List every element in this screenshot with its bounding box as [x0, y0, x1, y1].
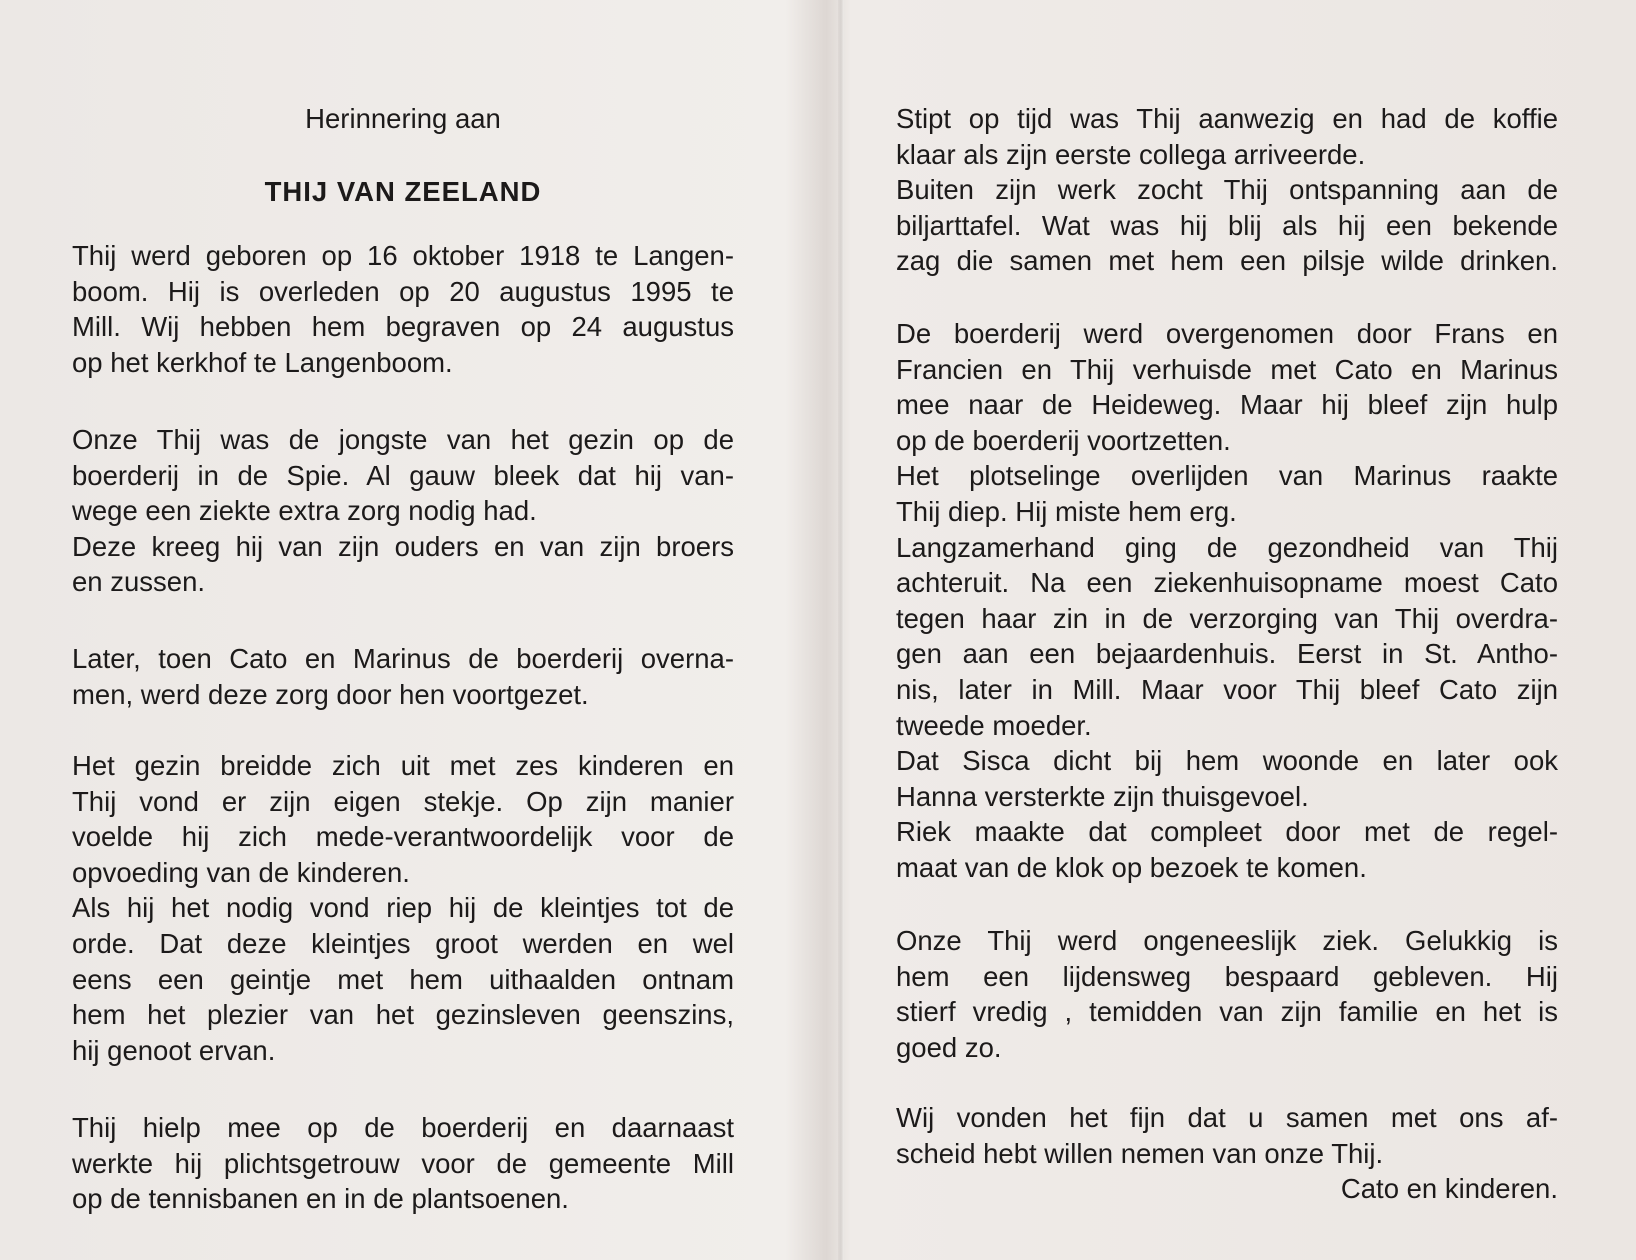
paragraph-later-life: [896, 316, 1558, 886]
text-line: stierf vredig , temidden van zijn familie en het is: [896, 996, 1558, 1028]
text-line: biljarttafel. Wat was hij blij als hij een bekende: [896, 209, 1558, 241]
text-line: tweede moeder.: [896, 709, 1092, 741]
text-line: opvoeding van de kinderen.: [72, 856, 410, 888]
text-line: Mill. Wij hebben hem begraven op 24 augustus: [72, 311, 734, 343]
paragraph-coffee: [896, 101, 1558, 279]
text-line: Als hij het nodig vond riep hij de kleintjes tot de: [72, 892, 734, 924]
text-line: en zussen.: [72, 566, 206, 598]
text-line: eens een geintje met hem uithaalden ontnam: [72, 963, 734, 995]
text-line: wege een ziekte extra zorg nodig had.: [72, 495, 537, 527]
text-line: zag die samen met hem een pilsje wilde drinken.: [896, 245, 1558, 277]
card-fold: [838, 0, 844, 1260]
text-line: Hanna versterkte zijn thuisgevoel.: [896, 780, 1309, 812]
paragraph-birth-death: [72, 238, 734, 380]
text-line: boom. Hij is overleden op 20 augustus 1995 te: [72, 275, 734, 307]
text-line: voelde hij zich mede-verantwoordelijk voor de: [72, 821, 734, 853]
text-line: Deze kreeg hij van zijn ouders en van zijn broers: [72, 530, 734, 562]
text-line: maat van de klok op bezoek te komen.: [896, 851, 1367, 883]
paragraph-care: [72, 641, 734, 712]
text-line: boerderij in de Spie. Al gauw bleek dat hij van-: [72, 459, 734, 491]
text-line: Buiten zijn werk zocht Thij ontspanning aan de: [896, 174, 1558, 206]
text-line: Wij vonden het fijn dat u samen met ons af-: [896, 1102, 1558, 1133]
text-line: nis, later in Mill. Maar voor Thij bleef Cato zijn: [896, 673, 1558, 705]
paragraph-thanks: [896, 1100, 1558, 1207]
text-line: Riek maakte dat compleet door met de regel-: [896, 816, 1558, 848]
text-line: hem het plezier van het gezinsleven geenszins,: [72, 999, 734, 1031]
text-line: gen aan een bejaardenhuis. Eerst in St. Antho-: [896, 638, 1558, 670]
text-line: Het plotselinge overlijden van Marinus raakte: [896, 460, 1558, 492]
text-line: mee naar de Heideweg. Maar hij bleef zijn hulp: [896, 389, 1558, 421]
text-line: goed zo.: [896, 1031, 1002, 1063]
paragraph-work: [72, 1110, 734, 1217]
text-line: op de boerderij voortzetten.: [896, 424, 1231, 456]
text-line: Thij vond er zijn eigen stekje. Op zijn manier: [72, 785, 734, 817]
text-line: Onze Thij was de jongste van het gezin op de: [72, 424, 734, 455]
text-line: klaar als zijn eerste collega arriveerde.: [896, 138, 1366, 170]
text-line: Later, toen Cato en Marinus de boerderij overna-: [72, 643, 734, 674]
text-line: werkte hij plichtsgetrouw voor de gemeente Mill: [72, 1147, 734, 1179]
text-line: tegen haar zin in de verzorging van Thij overdra-: [896, 602, 1558, 634]
paragraph-childhood: [72, 422, 734, 600]
deceased-name: THIJ VAN ZEELAND: [264, 176, 542, 207]
text-line: men, werd deze zorg door hen voortgezet.: [72, 678, 589, 710]
signature: Cato en kinderen.: [1340, 1173, 1558, 1205]
text-line: achteruit. Na een ziekenhuisopname moest Cato: [896, 567, 1558, 599]
text-line: Thij diep. Hij miste hem erg.: [896, 495, 1237, 527]
text-line: hij genoot ervan.: [72, 1034, 276, 1066]
intro-text: Herinnering aan: [305, 103, 501, 134]
text-line: Dat Sisca dicht bij hem woonde en later ook: [896, 745, 1558, 777]
text-line: Thij hielp mee op de boerderij en daarnaast: [72, 1112, 734, 1143]
text-line: op het kerkhof te Langenboom.: [72, 346, 453, 378]
text-line: Onze Thij werd ongeneeslijk ziek. Gelukkig is: [896, 925, 1558, 956]
text-line: scheid hebt willen nemen van onze Thij.: [896, 1137, 1384, 1169]
paragraph-family: [72, 748, 734, 1068]
text-line: Het gezin breidde zich uit met zes kinderen en: [72, 750, 734, 781]
text-line: Stipt op tijd was Thij aanwezig en had de koffie: [896, 103, 1558, 134]
text-line: hem een lijdensweg bespaard gebleven. Hij: [896, 960, 1558, 992]
text-line: De boerderij werd overgenomen door Frans en: [896, 318, 1558, 349]
text-line: orde. Dat deze kleintjes groot werden en wel: [72, 927, 734, 959]
paragraph-illness: [896, 923, 1558, 1065]
text-line: op de tennisbanen en in de plantsoenen.: [72, 1183, 569, 1215]
text-line: Langzamerhand ging de gezondheid van Thij: [896, 531, 1558, 563]
text-line: Thij werd geboren op 16 oktober 1918 te Langen-: [72, 240, 734, 271]
text-line: Francien en Thij verhuisde met Cato en Marinus: [896, 353, 1558, 385]
